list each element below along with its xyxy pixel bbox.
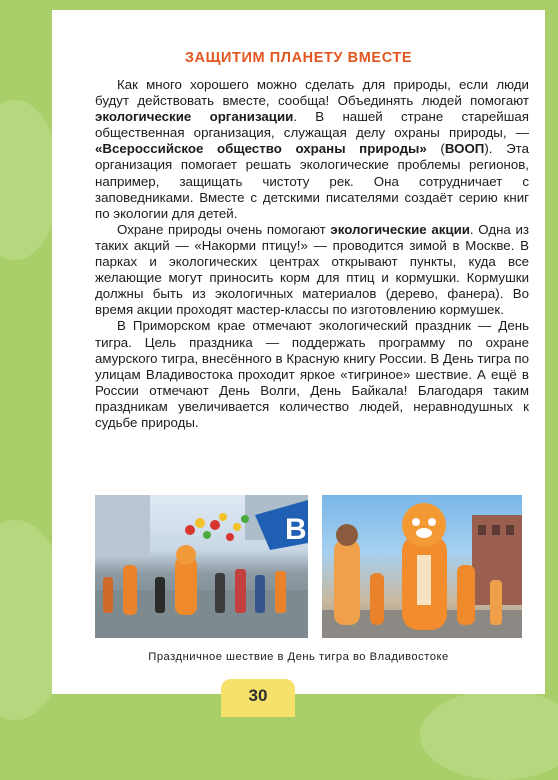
- bold-term: ВООП: [444, 141, 485, 157]
- text-run: . Одна из таких акций — «Накорми птицу!» — проводится зимой в Москве. В парках и экологических центрах открывают пункты, куда все желающие могут приносить корм для птиц и кормушки. Кормушки должны быть из экологичных материалов (дерево, фанера). Во время акции проходят мастер-классы по изготовлению кормушек.: [95, 221, 530, 318]
- leaf-decoration: [420, 690, 558, 780]
- page-number: 30: [248, 686, 268, 705]
- leaf-decoration: [0, 100, 60, 260]
- paragraph: [95, 318, 529, 431]
- page-title: ЗАЩИТИМ ПЛАНЕТУ ВМЕСТЕ: [184, 50, 413, 66]
- paragraph: [95, 222, 529, 319]
- text-run: . В нашей стране старейшая общественная организация, служащая делу охраны природы, —: [95, 109, 529, 141]
- bold-term: «Всероссийское общество охраны природы»: [95, 141, 427, 157]
- text-run: (: [426, 141, 445, 157]
- photo-caption: Праздничное шествие в День тигра во Владивостоке: [148, 651, 449, 663]
- text-run: В Приморском крае отмечают экологический праздник — День тигра. Цель праздника — поддержать программу по охране амурского тигра, внесённого в Красную книгу России. В День тигра по улицам Владивостока проходит яркое «тигриное» шествие. А ещё в России отмечают День Волги, День Байкала! Благодаря таким праздникам увеличивается количество людей, неравнодушных к судьбе природы.: [95, 318, 529, 430]
- text-run: Как много хорошего можно сделать для природы, если люди будут действовать вместе, сообща! Объединять людей помогают: [95, 77, 529, 109]
- bold-term: экологические акции: [330, 221, 470, 237]
- body-text: [95, 77, 529, 431]
- text-run: Охране природы очень помогают: [117, 221, 331, 237]
- svg-text:В: В: [285, 513, 307, 546]
- page: [52, 10, 545, 694]
- paragraph: [95, 77, 529, 222]
- page-number-tab: [221, 679, 295, 717]
- text-run: ). Эта организация помогает решать экологические проблемы регионов, например, защищать чистоту рек. Она сотрудничает с заповедниками. Вместе с детскими писателями создаёт серию книг по экологии для детей.: [95, 141, 529, 221]
- bold-term: экологические организации: [95, 109, 294, 125]
- tiger-parade-photo-mascots: [322, 495, 522, 638]
- tiger-parade-photo-street: [95, 495, 308, 638]
